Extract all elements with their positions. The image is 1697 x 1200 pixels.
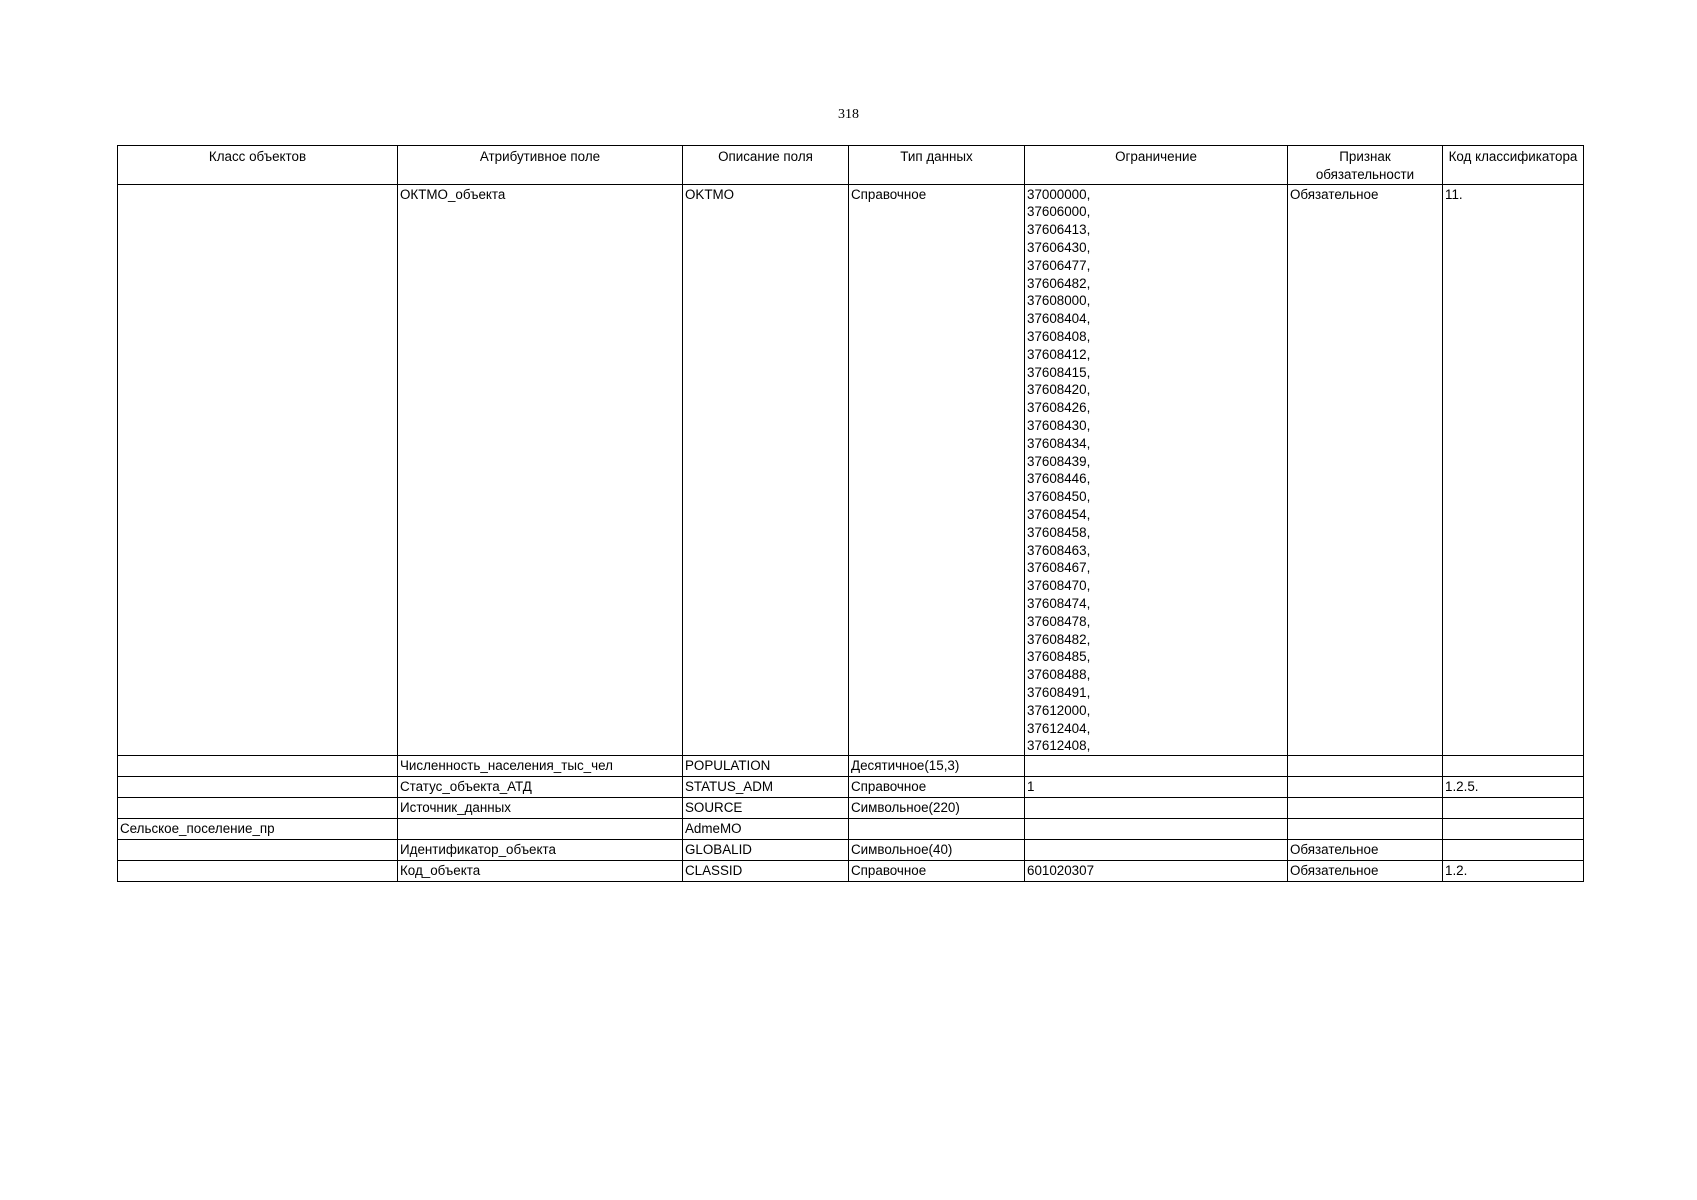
cell-type [849, 819, 1025, 840]
cell-attribute: Источник_данных [398, 798, 683, 819]
restriction-value: 37608000, [1027, 293, 1091, 309]
restriction-value: 37612404, [1027, 720, 1091, 736]
cell-class [118, 840, 398, 861]
restriction-value: 37606413, [1027, 222, 1091, 238]
column-header-classifier: Код классификатора [1443, 146, 1584, 185]
cell-classifier [1443, 840, 1584, 861]
cell-attribute: Код_объекта [398, 861, 683, 882]
cell-restriction: 1 [1025, 777, 1288, 798]
table-row [118, 756, 1584, 777]
column-header-class: Класс объектов [118, 146, 398, 185]
cell-restriction [1025, 756, 1288, 777]
cell-attribute: Численность_населения_тыс_чел [398, 756, 683, 777]
cell-required [1288, 819, 1443, 840]
cell-attribute: Идентификатор_объекта [398, 840, 683, 861]
cell-description: AdmeMO [683, 819, 849, 840]
cell-description: CLASSID [683, 861, 849, 882]
cell-restriction-list [1025, 184, 1288, 756]
table-row-oktmo [118, 184, 1584, 756]
cell-class [118, 798, 398, 819]
restriction-value: 37606482, [1027, 275, 1091, 291]
cell-classifier [1443, 819, 1584, 840]
cell-required [1288, 798, 1443, 819]
cell-description: GLOBALID [683, 840, 849, 861]
cell-class [118, 756, 398, 777]
table-row [118, 861, 1584, 882]
cell-attribute: Статус_объекта_АТД [398, 777, 683, 798]
restriction-value: 37000000, [1027, 186, 1091, 202]
header-row [118, 146, 1584, 185]
cell-class [118, 184, 398, 756]
page-number: 318 [838, 107, 859, 122]
cell-description: SOURCE [683, 798, 849, 819]
cell-type: Справочное [849, 184, 1025, 756]
restriction-value: 37608404, [1027, 311, 1091, 327]
cell-attribute: ОКТМО_объекта [398, 184, 683, 756]
cell-description: POPULATION [683, 756, 849, 777]
cell-attribute [398, 819, 683, 840]
cell-restriction [1025, 840, 1288, 861]
restriction-value: 37608412, [1027, 346, 1091, 362]
cell-restriction [1025, 798, 1288, 819]
restriction-value: 37608426, [1027, 400, 1091, 416]
table-row [118, 840, 1584, 861]
restriction-value: 37608430, [1027, 417, 1091, 433]
cell-type: Десятичное(15,3) [849, 756, 1025, 777]
cell-required: Обязательное [1288, 184, 1443, 756]
restriction-value: 37606000, [1027, 204, 1091, 220]
cell-classifier: 1.2.5. [1443, 777, 1584, 798]
restriction-value: 37606477, [1027, 257, 1091, 273]
restriction-value: 37608450, [1027, 489, 1091, 505]
cell-required: Обязательное [1288, 861, 1443, 882]
cell-class [118, 861, 398, 882]
restriction-value: 37608482, [1027, 631, 1091, 647]
restriction-value: 37608467, [1027, 560, 1091, 576]
table-row [118, 819, 1584, 840]
column-header-type: Тип данных [849, 146, 1025, 185]
cell-restriction: 601020307 [1025, 861, 1288, 882]
column-header-description: Описание поля [683, 146, 849, 185]
restriction-value: 37608454, [1027, 506, 1091, 522]
restriction-value: 37608446, [1027, 471, 1091, 487]
table-row [118, 777, 1584, 798]
restriction-value: 37606430, [1027, 239, 1091, 255]
restriction-value: 37608458, [1027, 524, 1091, 540]
restriction-value: 37608420, [1027, 382, 1091, 398]
cell-classifier: 1.2. [1443, 861, 1584, 882]
restriction-value: 37612408, [1027, 738, 1091, 754]
restriction-value: 37612000, [1027, 702, 1091, 718]
cell-class [118, 777, 398, 798]
cell-restriction [1025, 819, 1288, 840]
cell-classifier [1443, 756, 1584, 777]
cell-type: Справочное [849, 861, 1025, 882]
cell-type: Символьное(220) [849, 798, 1025, 819]
cell-required: Обязательное [1288, 840, 1443, 861]
column-header-required: Признак обязательности [1288, 146, 1443, 185]
restriction-value: 37608470, [1027, 578, 1091, 594]
cell-description: STATUS_ADM [683, 777, 849, 798]
cell-required [1288, 756, 1443, 777]
restriction-value: 37608439, [1027, 453, 1091, 469]
column-header-restriction: Ограничение [1025, 146, 1288, 185]
restriction-value: 37608463, [1027, 542, 1091, 558]
restriction-value: 37608434, [1027, 435, 1091, 451]
column-header-attribute: Атрибутивное поле [398, 146, 683, 185]
restriction-value: 37608478, [1027, 613, 1091, 629]
cell-classifier [1443, 798, 1584, 819]
attribute-table [117, 145, 1584, 882]
table-row [118, 798, 1584, 819]
cell-type: Символьное(40) [849, 840, 1025, 861]
restriction-value: 37608408, [1027, 328, 1091, 344]
restriction-value: 37608491, [1027, 684, 1091, 700]
cell-class: Сельское_поселение_пр [118, 819, 398, 840]
cell-description: OKTMO [683, 184, 849, 756]
restriction-value: 37608488, [1027, 667, 1091, 683]
restriction-value: 37608485, [1027, 649, 1091, 665]
restriction-value: 37608415, [1027, 364, 1091, 380]
cell-classifier: 11. [1443, 184, 1584, 756]
restriction-value: 37608474, [1027, 595, 1091, 611]
cell-required [1288, 777, 1443, 798]
cell-type: Справочное [849, 777, 1025, 798]
